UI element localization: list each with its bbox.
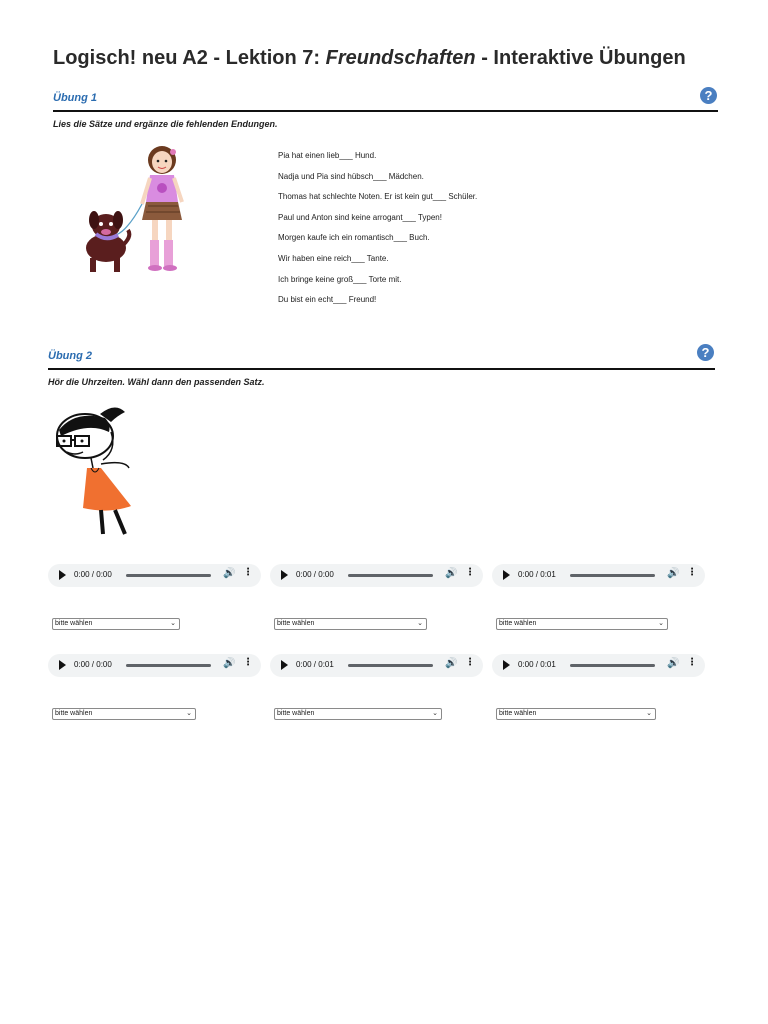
more-vert-icon[interactable]: ⋮ [465,657,475,668]
more-vert-icon[interactable]: ⋮ [687,657,697,668]
play-icon[interactable] [59,570,66,580]
title-suffix: - Interaktive Übungen [475,47,686,69]
more-vert-icon[interactable]: ⋮ [687,567,697,578]
sentence-4: Paul und Anton sind keine arrogant___ Typen! [278,212,442,222]
chevron-down-icon: ⌄ [417,620,423,627]
volume-icon[interactable]: 🔊 [445,658,458,669]
exercise-1-instruction: Lies die Sätze und ergänze die fehlenden Endungen. [53,119,278,129]
more-vert-icon[interactable]: ⋮ [465,567,475,578]
play-icon[interactable] [503,570,510,580]
select-value: bitte wählen [277,620,315,627]
exercise-2-divider [48,368,715,370]
title-prefix: Logisch! neu A2 - Lektion 7: [53,47,326,69]
audio-player-1[interactable] [48,564,261,587]
girl-with-glasses-illustration [45,402,140,538]
audio-time: 0:00 / 0:00 [74,660,112,669]
select-value: bitte wählen [55,620,93,627]
volume-icon[interactable]: 🔊 [223,568,236,579]
chevron-down-icon: ⌄ [432,710,438,717]
exercise-2-heading: Übung 2 [48,350,92,362]
sentence-1: Pia hat einen lieb___ Hund. [278,151,377,160]
audio-progress-slider[interactable] [348,574,433,577]
answer-select-4[interactable] [52,708,196,720]
girl-with-dog-illustration [78,140,198,280]
select-value: bitte wählen [499,710,537,717]
audio-player-3[interactable] [492,564,705,587]
audio-time: 0:00 / 0:00 [74,570,112,579]
answer-select-2[interactable] [274,618,427,630]
answer-select-1[interactable] [52,618,180,630]
exercise-1-heading: Übung 1 [53,92,97,104]
exercise-2-instruction: Hör die Uhrzeiten. Wähl dann den passenden Satz. [48,377,265,387]
sentence-5: Morgen kaufe ich ein romantisch___ Buch. [278,233,430,243]
audio-time: 0:00 / 0:01 [296,660,334,669]
sentence-7: Ich bringe keine groß___ Torte mit. [278,274,402,284]
audio-time: 0:00 / 0:00 [296,570,334,579]
exercise-1-divider [53,110,718,112]
audio-progress-slider[interactable] [570,664,655,667]
chevron-down-icon: ⌄ [186,710,192,717]
play-icon[interactable] [59,660,66,670]
chevron-down-icon: ⌄ [170,620,176,627]
volume-icon[interactable]: 🔊 [223,658,236,669]
audio-time: 0:00 / 0:01 [518,660,556,669]
chevron-down-icon: ⌄ [658,620,664,627]
more-vert-icon[interactable]: ⋮ [243,567,253,578]
answer-select-3[interactable] [496,618,668,630]
answer-select-5[interactable] [274,708,442,720]
sentence-2: Nadja und Pia sind hübsch___ Mädchen. [278,171,424,181]
more-vert-icon[interactable]: ⋮ [243,657,253,668]
audio-progress-slider[interactable] [126,574,211,577]
sentence-6: Wir haben eine reich___ Tante. [278,253,389,263]
audio-progress-slider[interactable] [348,664,433,667]
audio-player-5[interactable] [270,654,483,677]
page-title [53,47,686,70]
exercise-1-sentences [278,150,477,315]
select-value: bitte wählen [55,710,93,717]
volume-icon[interactable]: 🔊 [445,568,458,579]
volume-icon[interactable]: 🔊 [667,568,680,579]
answer-select-6[interactable] [496,708,656,720]
play-icon[interactable] [281,660,288,670]
audio-player-4[interactable] [48,654,261,677]
help-icon[interactable]: ? [700,87,717,104]
play-icon[interactable] [281,570,288,580]
select-value: bitte wählen [277,710,315,717]
chevron-down-icon: ⌄ [646,710,652,717]
title-emphasis: Freundschaften [325,47,476,69]
help-icon[interactable]: ? [697,344,714,361]
audio-progress-slider[interactable] [570,574,655,577]
audio-player-2[interactable] [270,564,483,587]
select-value: bitte wählen [499,620,537,627]
sentence-8: Du bist ein echt___ Freund! [278,295,377,305]
play-icon[interactable] [503,660,510,670]
audio-player-6[interactable] [492,654,705,677]
audio-progress-slider[interactable] [126,664,211,667]
audio-time: 0:00 / 0:01 [518,570,556,579]
volume-icon[interactable]: 🔊 [667,658,680,669]
sentence-3: Thomas hat schlechte Noten. Er ist kein gut___ Schüler. [278,192,478,202]
